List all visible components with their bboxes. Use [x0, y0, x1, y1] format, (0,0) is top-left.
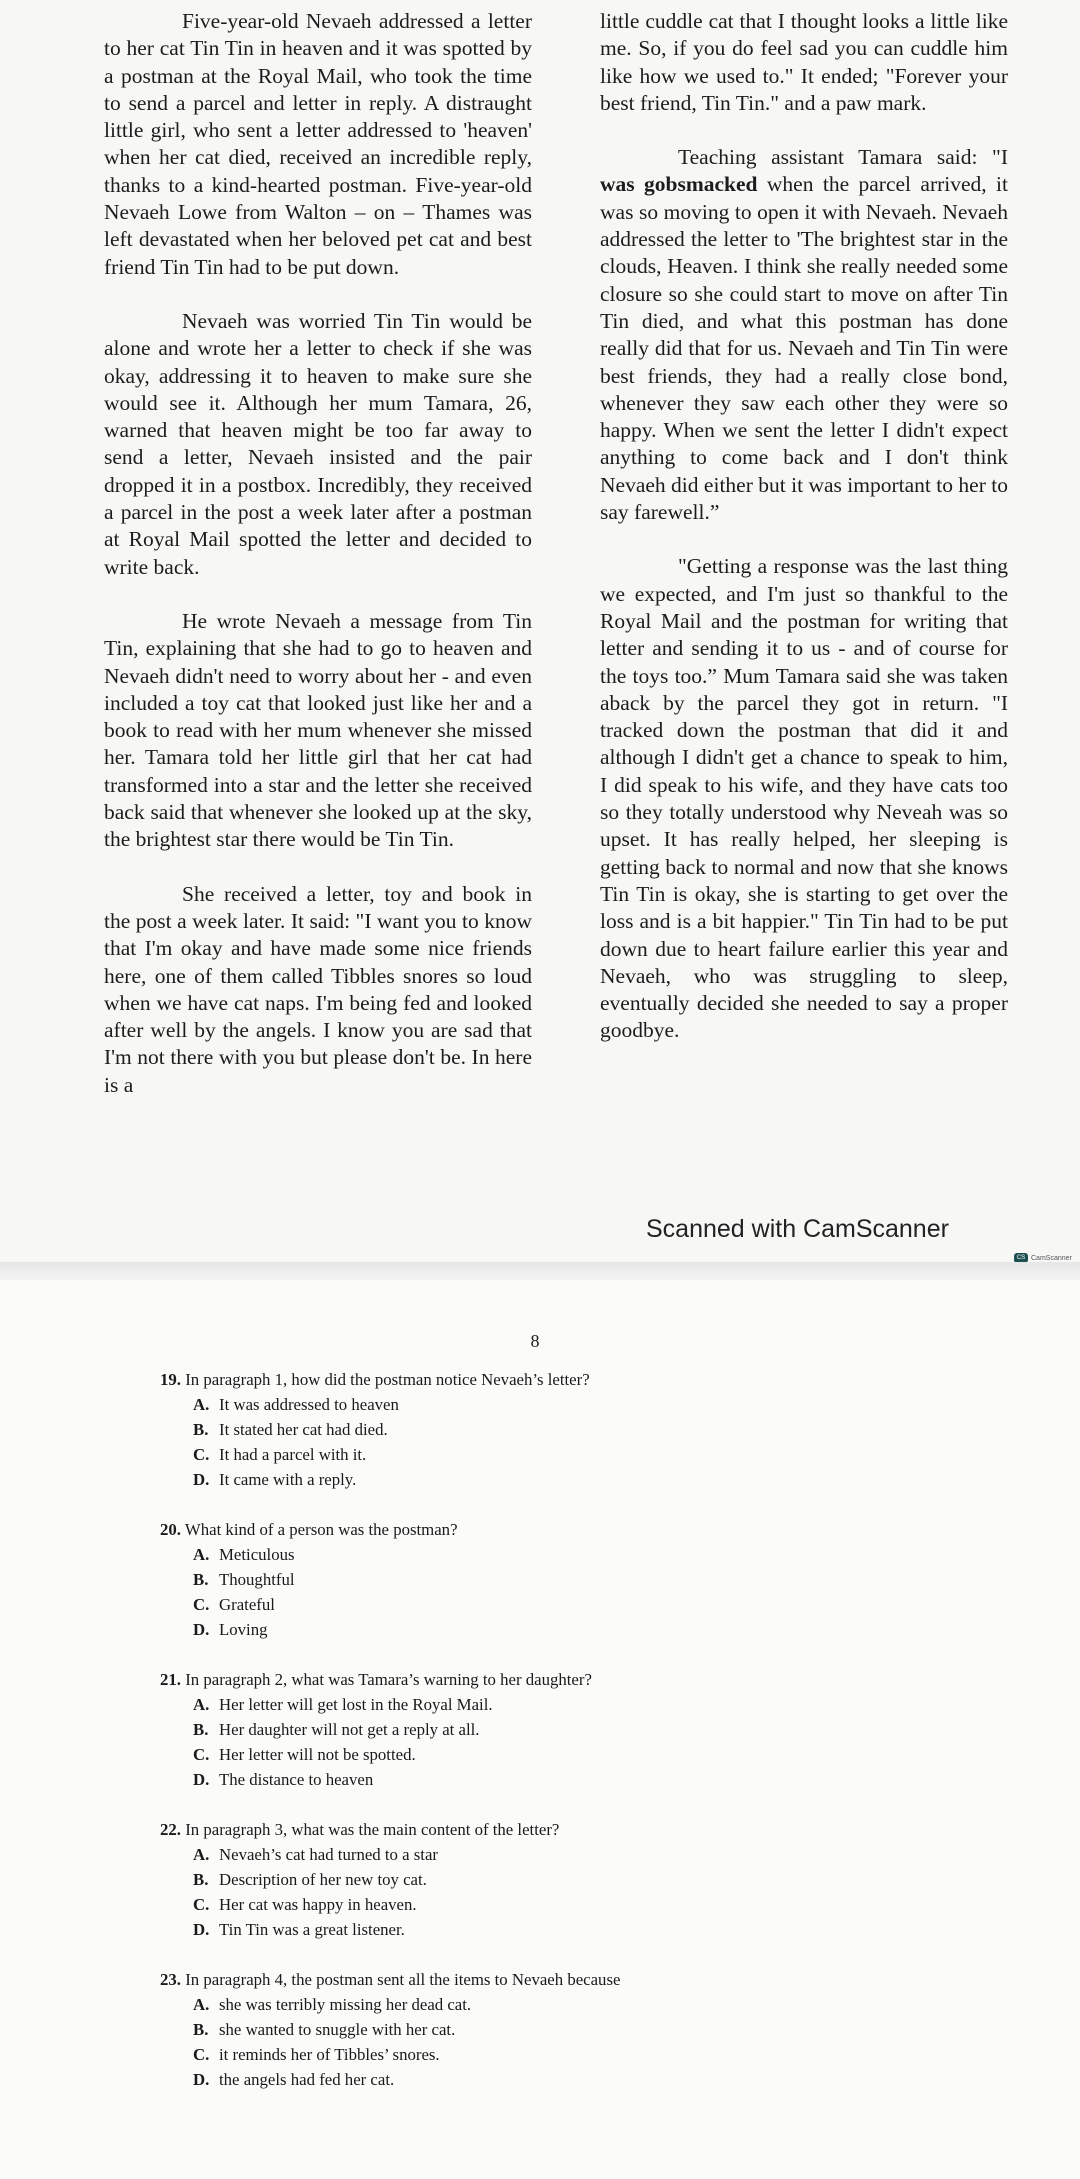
article-paragraph: She received a letter, toy and book in the post a week later. It said: "I want you to know that I'm okay and have made some nice friends here, one of them called Tibbles snores so loud when we have cat naps. I'm being fed and looked after well by the angels. I know you are sad that I'm not there with you but please don't be. In here is a [104, 881, 532, 1097]
article-paragraph: He wrote Nevaeh a message from Tin Tin, explaining that she had to go to heaven and Nevaeh didn't need to worry about her - and even included a toy cat that looked just like her and a book to read with her mum whenever she missed her. Tamara told her little girl that her cat had transformed into a star and the letter she received back said that whenever she looked up at the sky, the brightest star there would be Tin Tin. [104, 608, 532, 852]
option-text: It stated her cat had died. [219, 1420, 388, 1439]
option-letter: C. [193, 1445, 210, 1464]
answer-option [193, 2042, 980, 2067]
answer-option [193, 1542, 980, 1567]
option-text: It was addressed to heaven [219, 1395, 399, 1414]
paragraph-text: Teaching assistant Tamara said: "I [678, 145, 1008, 170]
option-text: Her cat was happy in heaven. [219, 1895, 417, 1914]
option-letter: A. [193, 1995, 210, 2014]
option-letter: D. [193, 1770, 210, 1789]
question-stem [160, 1967, 980, 1992]
option-letter: D. [193, 2070, 210, 2089]
option-text: It had a parcel with it. [219, 1445, 367, 1464]
option-text: Meticulous [219, 1545, 295, 1564]
answer-option [193, 2067, 980, 2092]
answer-option [193, 1392, 980, 1417]
question-stem [160, 1667, 980, 1692]
option-text: It came with a reply. [219, 1470, 357, 1489]
page-separator [0, 1262, 1080, 1280]
question-number: 20. [160, 1520, 181, 1539]
question-number: 23. [160, 1970, 181, 1989]
question-stem [160, 1517, 980, 1542]
option-text: The distance to heaven [219, 1770, 374, 1789]
answer-option [193, 1867, 980, 1892]
question-number: 22. [160, 1820, 181, 1839]
answer-option [193, 1917, 980, 1942]
answer-option [193, 1417, 980, 1442]
question-text: What kind of a person was the postman? [184, 1520, 458, 1539]
option-letter: C. [193, 2045, 210, 2064]
option-letter: B. [193, 2020, 209, 2039]
option-letter: D. [193, 1470, 210, 1489]
question-20 [160, 1517, 980, 1642]
answer-option [193, 1717, 980, 1742]
answer-option [193, 1467, 980, 1492]
article-paragraph: little cuddle cat that I thought looks a little like me. So, if you do feel sad you can cuddle him like how we used to." It ended; "Forever your best friend, Tin Tin." and a paw mark. [600, 9, 1008, 115]
option-letter: B. [193, 1720, 209, 1739]
option-text: she was terribly missing her dead cat. [219, 1995, 472, 2014]
answer-option [193, 1592, 980, 1617]
article-left-column [104, 8, 532, 1126]
option-letter: D. [193, 1620, 210, 1639]
answer-option [193, 1567, 980, 1592]
camscanner-watermark: Scanned with CamScanner [646, 1215, 949, 1243]
bold-phrase: was gobsmacked [600, 172, 758, 197]
option-letter: A. [193, 1695, 210, 1714]
question-text: In paragraph 4, the postman sent all the items to Nevaeh because [185, 1970, 621, 1989]
option-letter: D. [193, 1920, 210, 1939]
question-number: 21. [160, 1670, 181, 1689]
question-list [160, 1367, 980, 2117]
option-text: Description of her new toy cat. [219, 1870, 427, 1889]
camscanner-logo-icon: CS [1014, 1253, 1028, 1263]
option-letter: C. [193, 1895, 210, 1914]
option-letter: B. [193, 1420, 209, 1439]
answer-option [193, 1892, 980, 1917]
question-stem [160, 1367, 980, 1392]
option-text: she wanted to snuggle with her cat. [219, 2020, 456, 2039]
article-paragraph: Five-year-old Nevaeh addressed a letter to her cat Tin Tin in heaven and it was spotted by a postman at the Royal Mail, who took the time to send a parcel and letter in reply. A distraught little girl, who sent a letter addressed to 'heaven' when her cat died, received an incredible reply, thanks to a kind-hearted postman. Five-year-old Nevaeh Lowe from Walton – on – Thames was left devastated when her beloved pet cat and best friend Tin Tin had to be put down. [104, 9, 532, 279]
question-19 [160, 1367, 980, 1492]
article-paragraph: "Getting a response was the last thing we expected, and I'm just so thankful to the Royal Mail and the postman for writing that letter and sending it to us - and of course for the toys too.” Mum Tamara said she was taken aback by the parcel they got in return. "I tracked down the postman that did it and although I didn't get a chance to speak to him, I did speak to his wife, and they have cats too so they totally understood why Neveah was so upset. It has really helped, her sleeping is getting back to normal and now that she knows Tin Tin is okay, she is starting to get over the loss and is a bit happier." Tin Tin had to be put down due to heart failure earlier this year and Nevaeh, who was struggling to sleep, eventually decided she needed to say a proper goodbye. [600, 554, 1008, 1043]
question-text: In paragraph 3, what was the main content of the letter? [185, 1820, 560, 1839]
option-text: Her letter will not be spotted. [219, 1745, 416, 1764]
answer-option [193, 1767, 980, 1792]
question-stem [160, 1817, 980, 1842]
camscanner-badge-text: CamScanner [1031, 1254, 1072, 1262]
question-22 [160, 1817, 980, 1942]
article-right-column [600, 8, 1008, 1072]
option-text: Her letter will get lost in the Royal Mail. [219, 1695, 493, 1714]
option-text: Grateful [219, 1595, 275, 1614]
question-number: 19. [160, 1370, 181, 1389]
option-letter: B. [193, 1570, 209, 1589]
answer-option [193, 1442, 980, 1467]
option-letter: B. [193, 1870, 209, 1889]
option-text: it reminds her of Tibbles’ snores. [219, 2045, 440, 2064]
question-21 [160, 1667, 980, 1792]
article-paragraph: Nevaeh was worried Tin Tin would be alone and wrote her a letter to check if she was okay, addressing it to heaven to make sure she would see it. Although her mum Tamara, 26, warned that heaven might be too far away to send a letter, Nevaeh insisted and the pair dropped it in a postbox. Incredibly, they received a parcel in the post a week later after a postman at Royal Mail spotted the letter and decided to write back. [104, 308, 532, 579]
option-text: Tin Tin was a great listener. [219, 1920, 405, 1939]
option-letter: C. [193, 1745, 210, 1764]
paragraph-text: when the parcel arrived, it was so moving to open it with Nevaeh. Nevaeh addressed the letter to 'The brightest star in the clouds, Heaven. I think she really needed some closure so she could start to move on after Tin Tin died, and what this postman has done really did that for us. Nevaeh and Tin Tin were best friends, they had a really close bond, whenever they saw each other they were so happy. When we sent the letter I didn't expect anything to come back and I don't think Nevaeh did either but it was important to her to say farewell.” [600, 172, 1008, 525]
answer-option [193, 1692, 980, 1717]
option-text: the angels had fed her cat. [219, 2070, 395, 2089]
answer-option [193, 1842, 980, 1867]
question-text: In paragraph 1, how did the postman notice Nevaeh’s letter? [185, 1370, 590, 1389]
option-text: Thoughtful [219, 1570, 295, 1589]
question-text: In paragraph 2, what was Tamara’s warning to her daughter? [185, 1670, 592, 1689]
option-letter: C. [193, 1595, 210, 1614]
option-letter: A. [193, 1845, 210, 1864]
option-letter: A. [193, 1395, 210, 1414]
answer-option [193, 1992, 980, 2017]
option-letter: A. [193, 1545, 210, 1564]
article-paragraph [600, 144, 1008, 526]
answer-option [193, 1617, 980, 1642]
answer-option [193, 1742, 980, 1767]
option-text: Her daughter will not get a reply at all. [219, 1720, 480, 1739]
page-number: 8 [530, 1331, 540, 1351]
question-23 [160, 1967, 980, 2092]
option-text: Loving [219, 1620, 268, 1639]
option-text: Nevaeh’s cat had turned to a star [219, 1845, 438, 1864]
answer-option [193, 2017, 980, 2042]
